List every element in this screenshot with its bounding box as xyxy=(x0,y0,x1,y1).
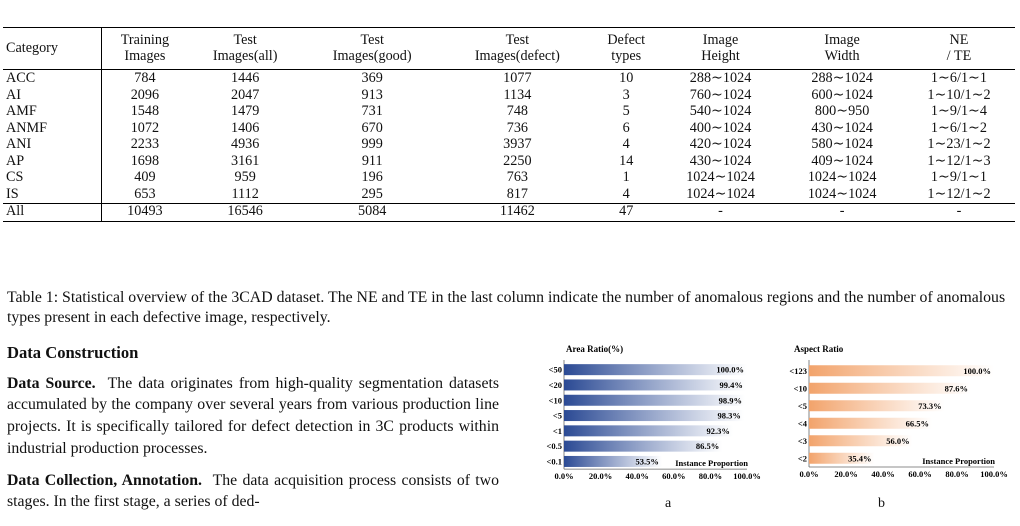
column-header-text: types xyxy=(611,48,642,64)
table-cell: 731 xyxy=(361,103,383,120)
paragraph-body: The data originates from high-quality segmentation datasets accumulated by the company over several years from various production line projects. It is specifically tailored for defect detection in 3C products within industrial production processes. xyxy=(7,374,499,457)
table-cell: 10 xyxy=(619,70,634,87)
table-cell: 4 xyxy=(622,136,630,153)
column-header-text: Images(all) xyxy=(212,48,278,64)
category-tick-label: <2 xyxy=(797,453,807,464)
column-header-text: Test xyxy=(505,32,530,49)
category-tick-label: <10 xyxy=(793,383,807,394)
category-tick-label: <4 xyxy=(797,418,807,429)
table-cell: 409∼1024 xyxy=(811,152,873,169)
table-cell: 1024∼1024 xyxy=(686,169,755,186)
table-cell: 1024∼1024 xyxy=(807,185,877,202)
paragraph-lead: Data Collection, Annotation. xyxy=(7,471,202,489)
x-tick-label: 80.0% xyxy=(698,471,723,482)
area-ratio-chart-svg xyxy=(532,340,777,485)
table-cell: 5084 xyxy=(302,204,442,222)
table-cell: 288∼1024 xyxy=(811,70,873,87)
table-cell: 1077 xyxy=(503,70,532,87)
table-cell: 430∼1024 xyxy=(689,152,752,169)
table-cell: 1∼9/1∼4 xyxy=(930,103,988,120)
table-cell: - xyxy=(781,204,903,222)
category-tick-label: <0.5 xyxy=(546,441,562,452)
table-row xyxy=(3,70,1015,88)
legend-label: Instance Proportion xyxy=(675,458,748,469)
table-cell: 1∼6/1∼2 xyxy=(930,119,988,136)
paragraph-lead: Data Source. xyxy=(7,374,96,392)
category-tick-label: <10 xyxy=(548,395,562,406)
bar-value-label: 35.4% xyxy=(848,453,872,464)
table-cell: 1∼23/1∼2 xyxy=(927,136,991,153)
x-tick-label: 40.0% xyxy=(625,471,649,482)
panel-label-a: a xyxy=(665,496,672,511)
column-header xyxy=(781,28,903,70)
table-cell: 1∼10/1∼2 xyxy=(927,86,991,103)
chart-title: Area Ratio(%) xyxy=(566,344,624,354)
table-cell: 4 xyxy=(622,185,630,202)
table-cell: 400∼1024 xyxy=(689,119,752,136)
table-cell: 580∼1024 xyxy=(811,136,873,153)
column-header xyxy=(593,28,660,70)
x-tick-label: 80.0% xyxy=(945,469,969,479)
bar-value-label: 99.4% xyxy=(719,379,743,390)
x-tick-label: 100.0% xyxy=(733,471,761,482)
table-cell: 369 xyxy=(361,70,383,87)
x-tick-label: 0.0% xyxy=(554,471,574,482)
paragraph-body: The data acquisition process consists of two stages. In the first stage, a series of ded- xyxy=(7,471,499,511)
table-cell: 16546 xyxy=(188,204,302,222)
x-tick-label: 60.0% xyxy=(662,471,686,482)
table-cell: 1134 xyxy=(503,86,532,103)
table-cell: 3937 xyxy=(503,136,532,153)
category-cell: AP xyxy=(3,154,101,171)
table-cell: 760∼1024 xyxy=(689,86,752,103)
table-cell: 1072 xyxy=(130,119,160,136)
bar-value-label: 53.5% xyxy=(635,456,659,467)
panel-label-b: b xyxy=(878,496,885,511)
table-cell: 1024∼1024 xyxy=(686,185,755,202)
table-row xyxy=(3,88,1015,105)
bar-value-label: 66.5% xyxy=(905,418,930,429)
table-caption: Table 1: Statistical overview of the 3CAD dataset. The NE and TE in the last column indicate the number of anomalous regions and the number of anomalous types present in each defective image, respectively. xyxy=(7,289,1006,326)
bar-value-label: 98.3% xyxy=(717,410,741,421)
table-cell: 1∼9/1∼1 xyxy=(930,169,988,186)
bar-value-label: 56.0% xyxy=(886,435,910,446)
table-cell: 1∼12/1∼2 xyxy=(927,185,991,202)
category-tick-label: <50 xyxy=(548,364,562,375)
bar-value-label: 92.3% xyxy=(706,425,730,436)
column-header-text: Category xyxy=(6,40,59,57)
column-header-text: Image xyxy=(824,32,860,49)
table-cell: 1479 xyxy=(230,103,260,120)
category-cell: AI xyxy=(3,88,101,105)
paragraph-data-collection xyxy=(7,470,499,513)
category-cell: All xyxy=(3,204,101,222)
table-cell: 2047 xyxy=(230,86,260,103)
table-cell: - xyxy=(903,204,1015,222)
statistics-table xyxy=(3,27,1015,222)
table-cell: 1 xyxy=(622,169,630,186)
table-row xyxy=(3,121,1015,138)
table-cell: 800∼950 xyxy=(814,103,870,120)
table-cell: 47 xyxy=(593,204,660,222)
column-header-text: Images xyxy=(124,48,166,64)
category-cell: ANI xyxy=(3,137,101,154)
table-cell: 1406 xyxy=(230,119,260,136)
table-cell: 3 xyxy=(622,86,630,103)
column-header-text: Training xyxy=(120,32,170,49)
legend-label: Instance Proportion xyxy=(922,456,995,466)
paragraph-data-source xyxy=(7,373,499,460)
table-cell: 763 xyxy=(506,169,528,186)
bar-value-label: 98.9% xyxy=(718,395,742,406)
column-header xyxy=(188,28,302,70)
column-header-text: Width xyxy=(824,48,860,64)
category-tick-label: <5 xyxy=(552,410,562,421)
column-header-text: Test xyxy=(233,32,257,49)
table-cell: 817 xyxy=(506,185,528,202)
x-tick-label: 20.0% xyxy=(834,469,858,479)
table-cell: 999 xyxy=(361,136,383,153)
section-heading: Data Construction xyxy=(7,343,139,362)
bar-value-label: 87.6% xyxy=(944,383,969,394)
area-ratio-chart xyxy=(532,340,777,490)
table-cell: 913 xyxy=(361,86,383,103)
category-cell: ACC xyxy=(3,70,101,88)
column-header-text: Height xyxy=(701,48,740,64)
table-cell: 670 xyxy=(361,119,383,136)
table-cell: 2096 xyxy=(130,86,160,103)
category-cell: IS xyxy=(3,187,101,204)
column-header xyxy=(302,28,442,70)
table-cell: 6 xyxy=(622,119,630,136)
table-row xyxy=(3,154,1015,171)
table-cell: 1446 xyxy=(230,70,260,87)
table-cell: 1698 xyxy=(130,152,160,169)
table-row xyxy=(3,187,1015,204)
table-cell: 540∼1024 xyxy=(689,103,752,120)
table-cell: 11462 xyxy=(442,204,593,222)
table-cell: 911 xyxy=(361,152,383,169)
table-cell: 420∼1024 xyxy=(689,136,752,153)
table-cell: 14 xyxy=(619,152,634,169)
table-cell: 4936 xyxy=(230,136,260,153)
x-tick-label: 100.0% xyxy=(980,469,1008,479)
table-cell: 1548 xyxy=(130,103,160,120)
category-tick-label: <0.1 xyxy=(546,456,562,467)
table-cell: 959 xyxy=(234,169,256,186)
table-cell: 2250 xyxy=(503,152,532,169)
table-cell: 784 xyxy=(134,70,156,87)
column-header xyxy=(660,28,782,70)
category-tick-label: <3 xyxy=(797,435,807,446)
aspect-ratio-chart-svg xyxy=(778,340,1018,485)
table-cell: 1024∼1024 xyxy=(807,169,877,186)
table-cell: 5 xyxy=(622,103,630,120)
table-cell: 295 xyxy=(361,185,383,202)
table-row xyxy=(3,104,1015,121)
column-header-text: / TE xyxy=(946,48,972,64)
column-header-text: Images(good) xyxy=(332,48,412,64)
column-header-text: Defect xyxy=(607,32,646,49)
table-row xyxy=(3,170,1015,187)
x-tick-label: 0.0% xyxy=(799,469,819,479)
table-cell: 736 xyxy=(506,119,528,136)
column-header xyxy=(903,28,1015,70)
column-header xyxy=(101,28,188,70)
table-cell: 196 xyxy=(361,169,383,186)
x-tick-label: 60.0% xyxy=(908,469,932,479)
table-cell: 3161 xyxy=(230,152,260,169)
column-header-text: Image xyxy=(702,32,739,49)
column-header-text: Images(defect) xyxy=(474,48,560,64)
text-column xyxy=(7,342,499,523)
table-cell: 653 xyxy=(134,185,156,202)
table-cell: 10493 xyxy=(101,204,188,222)
table-cell: 1∼12/1∼3 xyxy=(927,152,991,169)
bar-value-label: 73.3% xyxy=(918,400,942,411)
x-tick-label: 40.0% xyxy=(871,469,895,479)
x-tick-label: 20.0% xyxy=(588,471,613,482)
table-cell: - xyxy=(660,204,782,222)
chart-title: Aspect Ratio xyxy=(794,344,844,354)
column-header-text: NE xyxy=(949,32,969,49)
bar-value-label: 100.0% xyxy=(963,365,991,376)
aspect-ratio-chart xyxy=(778,340,1018,490)
table-cell: 1∼6/1∼1 xyxy=(930,70,988,87)
table-cell: 600∼1024 xyxy=(811,86,873,103)
table-row xyxy=(3,204,1015,222)
table-cell: 748 xyxy=(506,103,528,120)
bar-value-label: 100.0% xyxy=(716,364,744,375)
table-cell: 2233 xyxy=(130,136,160,153)
category-cell: AMF xyxy=(3,104,101,121)
table-cell: 430∼1024 xyxy=(811,119,873,136)
table-row xyxy=(3,137,1015,154)
table-cell: 288∼1024 xyxy=(689,70,752,87)
category-tick-label: <1 xyxy=(552,425,562,436)
column-header xyxy=(442,28,593,70)
category-cell: ANMF xyxy=(3,121,101,138)
category-cell: CS xyxy=(3,170,101,187)
bar-value-label: 86.5% xyxy=(695,441,720,452)
table-cell: 409 xyxy=(134,169,156,186)
table-header-row xyxy=(3,28,1015,70)
category-tick-label: <5 xyxy=(797,400,807,411)
category-tick-label: <20 xyxy=(548,379,562,390)
column-header-text: Test xyxy=(360,32,384,49)
category-tick-label: <123 xyxy=(789,365,807,376)
column-header xyxy=(3,28,101,70)
table-cell: 1112 xyxy=(231,185,259,202)
